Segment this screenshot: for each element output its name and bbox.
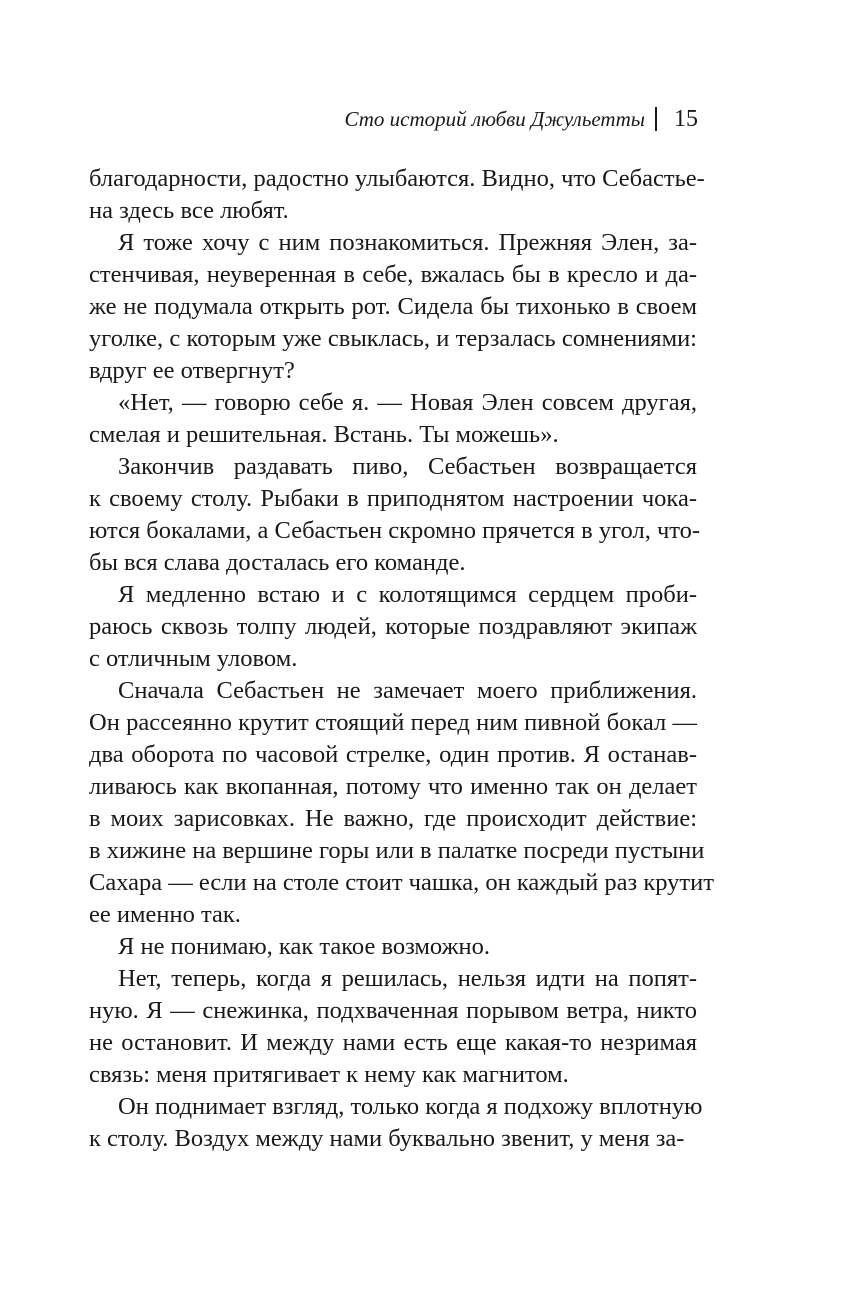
text-line: связь: меня притягивает к нему как магнитом. [89,1061,569,1088]
text-line: в хижине на вершине горы или в палатке посреди пустыни [89,837,705,864]
text-line: Он поднимает взгляд, только когда я подхожу вплотную [118,1093,703,1120]
paragraph [89,163,705,227]
running-head-title: Сто историй любви Джульетты [344,106,645,131]
text-line: два оборота по часовой стрелке, один против. Я останав- [89,741,697,768]
text-line: Сахара — если на столе стоит чашка, он каждый раз крутит [89,869,714,896]
text-line: бы вся слава досталась его команде. [89,549,466,576]
text-line: Я тоже хочу с ним познакомиться. Прежняя Элен, за- [118,229,697,256]
text-line: Я медленно встаю и с колотящимся сердцем проби- [118,581,697,608]
text-line: Сначала Себастьен не замечает моего приближения. [118,677,697,704]
text-line: благодарности, радостно улыбаются. Видно, что Себастье- [89,165,705,192]
text-line: к столу. Воздух между нами буквально звенит, у меня за- [89,1125,685,1152]
text-line: смелая и решительная. Встань. Ты можешь». [89,421,559,448]
text-line: не остановит. И между нами есть еще какая-то незримая [89,1029,697,1056]
text-line: Я не понимаю, как такое возможно. [118,933,490,960]
text-line: с отличным уловом. [89,645,298,672]
text-line: в моих зарисовках. Не важно, где происходит действие: [89,805,697,832]
body-text [89,163,714,1155]
text-line: на здесь все любят. [89,197,289,224]
text-line: Он рассеянно крутит стоящий перед ним пивной бокал — [89,709,697,736]
text-line: Закончив раздавать пиво, Себастьен возвращается [118,453,697,480]
text-line: раюсь сквозь толпу людей, которые поздравляют экипаж [89,613,697,640]
paragraph [89,1091,703,1155]
text-line: ются бокалами, а Себастьен скромно прячется в угол, что- [89,517,701,544]
page-number: 15 [674,105,698,132]
text-line: ливаюсь как вкопанная, потому что именно так он делает [89,773,697,800]
paragraph [89,579,697,675]
paragraph [89,675,714,931]
text-line: уголке, с которым уже свыклась, и терзалась сомнениями: [89,325,697,352]
header-divider [655,107,657,131]
text-line: же не подумала открыть рот. Сидела бы тихонько в своем [89,293,697,320]
paragraph [89,963,697,1091]
text-line: к своему столу. Рыбаки в приподнятом настроении чока- [89,485,697,512]
running-header [344,104,698,134]
text-line: «Нет, — говорю себе я. — Новая Элен совсем другая, [118,389,697,416]
text-line: ее именно так. [89,901,241,928]
paragraph [89,451,701,579]
text-line: стенчивая, неуверенная в себе, вжалась бы в кресло и да- [89,261,697,288]
text-line: Нет, теперь, когда я решилась, нельзя идти на попят- [118,965,697,992]
paragraph [89,227,697,387]
paragraph [89,387,697,451]
text-line: вдруг ее отвергнут? [89,357,295,384]
text-line: ную. Я — снежинка, подхваченная порывом ветра, никто [89,997,697,1024]
paragraph [89,931,697,963]
